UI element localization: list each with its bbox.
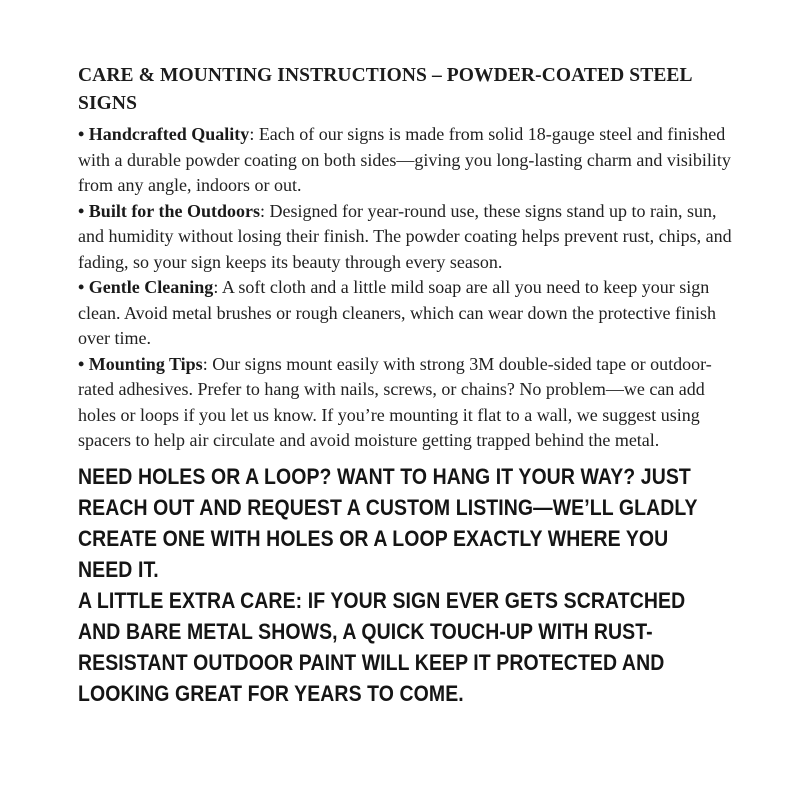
callout-paragraph-custom-listing: NEED HOLES OR A LOOP? WANT TO HANG IT YOUR WAY? JUST REACH OUT AND REQUEST A CUSTOM LISTING—WE’LL GLADLY CREATE ONE WITH HOLES OR A LOOP EXACTLY WHERE YOU NEED IT. (78, 463, 698, 582)
bullet-text-built-for-outdoors: : Designed for year-round use, these signs stand up to rain, sun, and humidity without losing their finish. The powder coating helps prevent rust, chips, and fading, so your sign keeps its beauty through every season. (78, 200, 732, 272)
bullet-text-handcrafted-quality: : Each of our signs is made from solid 18-gauge steel and finished with a durable powder coating on both sides—giving you long-lasting charm and visibility from any angle, indoors or out. (78, 124, 731, 195)
custom-request-callout (78, 461, 720, 709)
bullet-gentle-cleaning (78, 275, 746, 352)
bullet-text-mounting-tips: : Our signs mount easily with strong 3M double-sided tape or outdoor-rated adhesives. Prefer to hang with nails, screws, or chains? No problem—we can add holes or loops if you let us know. If you’re mounting it flat to a wall, we suggest using spacers to help air circulate and avoid moisture getting trapped behind the metal. (78, 353, 712, 450)
bullet-label-built-for-outdoors: • Built for the Outdoors (78, 200, 260, 221)
bullet-handcrafted-quality (78, 122, 746, 199)
bullet-mounting-tips (78, 352, 746, 454)
bullet-label-gentle-cleaning: • Gentle Cleaning (78, 277, 214, 297)
bullet-text-gentle-cleaning: : A soft cloth and a little mild soap are all you need to keep your sign clean. Avoid metal brushes or rough cleaners, which can wear down the protective finish over time. (78, 277, 716, 348)
bullet-list (78, 122, 748, 454)
bullet-label-handcrafted-quality: • Handcrafted Quality (78, 124, 250, 144)
bullet-label-mounting-tips: • Mounting Tips (78, 353, 203, 374)
care-instructions-content (78, 62, 748, 709)
page-title: CARE & MOUNTING INSTRUCTIONS – POWDER-COATED STEEL SIGNS (78, 65, 692, 114)
callout-paragraph-extra-care: A LITTLE EXTRA CARE: IF YOUR SIGN EVER GETS SCRATCHED AND BARE METAL SHOWS, A QUICK TOUCH-UP WITH RUST-RESISTANT OUTDOOR PAINT WILL KEEP IT PROTECTED AND LOOKING GREAT FOR YEARS TO COME. (78, 587, 686, 706)
bullet-built-for-outdoors (78, 199, 746, 276)
